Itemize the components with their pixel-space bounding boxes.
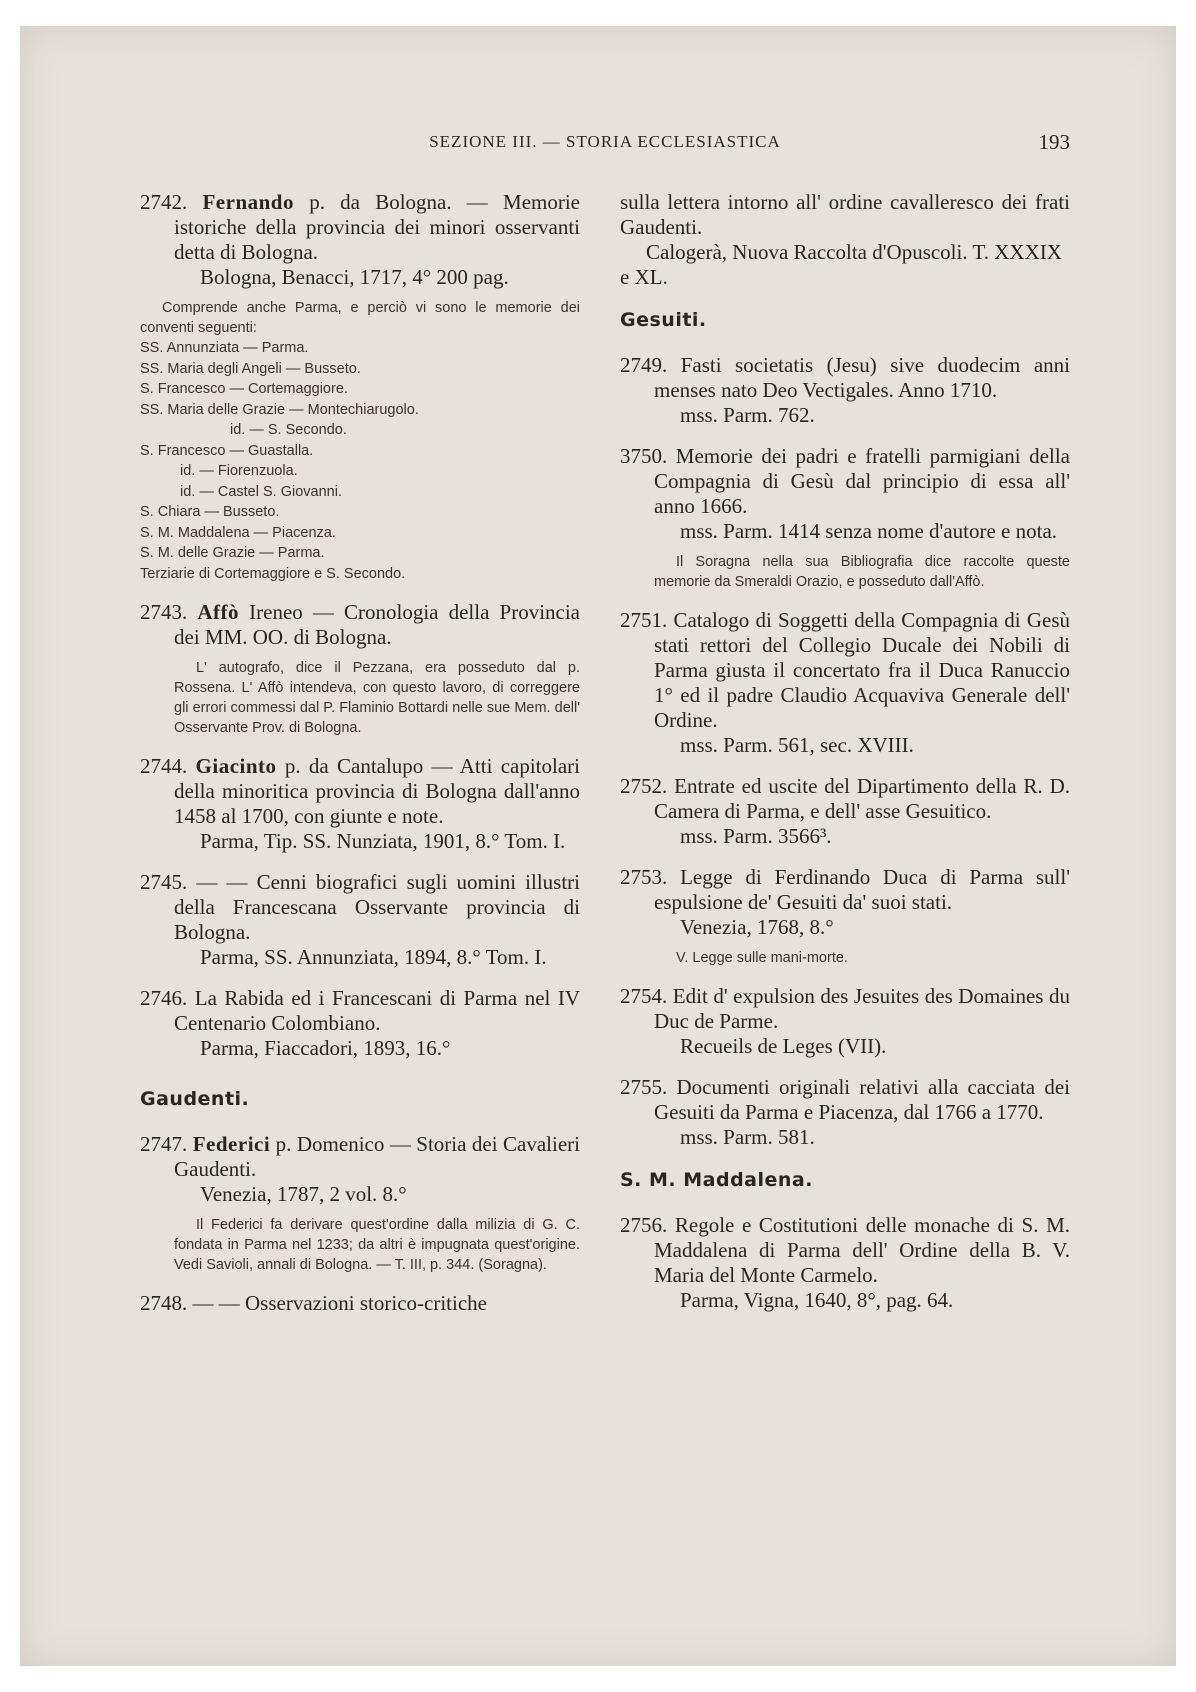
entry-2744 [140, 754, 580, 854]
entry-number: 2749. [620, 353, 668, 377]
entry-2742 [140, 190, 580, 584]
entry-2753 [620, 865, 1070, 968]
entry-imprint: Bologna, Benacci, 1717, 4° 200 pag. [200, 265, 509, 289]
entry-2747 [140, 1132, 580, 1275]
entry-2745 [140, 870, 580, 970]
entry-author: Fernando [202, 190, 294, 214]
entry-2751 [620, 608, 1070, 758]
entry-note: V. Legge sulle mani-morte. [676, 950, 848, 966]
entry-title: Edit d' expulsion des Jesuites des Domaines du Duc de Parme. [654, 984, 1070, 1033]
section-heading-gesuiti: Gesuiti. [620, 309, 707, 331]
entry-2743 [140, 600, 580, 738]
list-item: S. M. Maddalena — Piacenza. [140, 524, 336, 541]
entry-text: sulla lettera intorno all' ordine cavalleresco dei frati Gaudenti. [620, 190, 1070, 239]
page-number: 193 [1038, 130, 1070, 154]
entry-number: 2756. [620, 1213, 668, 1237]
entry-number: 2748. [140, 1291, 188, 1315]
entry-2752 [620, 774, 1070, 849]
entry-number: 2751. [620, 608, 668, 632]
entry-note: Il Soragna nella sua Bibliografia dice raccolte queste memorie da Smeraldi Orazio, e posseduto dall'Affò. [654, 554, 1070, 590]
entry-text [620, 865, 1070, 915]
convent-list [140, 338, 580, 584]
entry-text [620, 774, 1070, 824]
entry-title: Catalogo di Soggetti della Compagnia di Gesù stati rettori del Collegio Ducale dei Nobili di Parma giusta il concertato fra il Duca Ranuccio 1° ed il padre Claudio Acquaviva Generale dell' Ordine. [654, 608, 1070, 732]
entry-number: 2754. [620, 984, 668, 1008]
entry-text [140, 754, 580, 829]
list-item: id. — Fiorenzuola. [180, 463, 298, 479]
entry-imprint: mss. Parm. 561, sec. XVIII. [680, 733, 914, 757]
entry-number: 2744. [140, 754, 188, 778]
entry-imprint: mss. Parm. 762. [680, 403, 815, 427]
entry-text [140, 870, 580, 945]
entry-imprint: mss. Parm. 581. [680, 1125, 815, 1149]
entry-title: Ireneo — Cronologia della Provincia dei MM. OO. di Bologna. [174, 600, 581, 649]
entry-number: 3750. [620, 444, 668, 468]
list-item: S. M. delle Grazie — Parma. [140, 545, 325, 561]
list-item: S. Chiara — Busseto. [140, 504, 280, 520]
list-item: SS. Maria delle Grazie — Montechiarugolo. [140, 401, 419, 418]
entry-imprint: Parma, Tip. SS. Nunziata, 1901, 8.° Tom. I. [200, 829, 566, 853]
section-heading-maddalena: S. M. Maddalena. [620, 1169, 813, 1191]
entry-imprint: Parma, Fiaccadori, 1893, 16.° [200, 1036, 451, 1060]
entry-text [140, 190, 580, 265]
entry-number: 2755. [620, 1075, 668, 1099]
left-column [140, 190, 580, 1332]
entry-text [140, 1132, 580, 1182]
entry-2746 [140, 986, 580, 1061]
entry-title: Entrate ed uscite del Dipartimento della R. D. Camera di Parma, e dell' asse Gesuitico. [654, 774, 1070, 823]
entry-text [620, 608, 1070, 733]
entry-note: Comprende anche Parma, e perciò vi sono le memorie dei conventi seguenti: [140, 300, 580, 336]
entry-3750 [620, 444, 1070, 592]
entry-title: Regole e Costitutioni delle monache di S. M. Maddalena di Parma dell' Ordine della B. V. Maria del Monte Carmelo. [654, 1213, 1070, 1287]
entry-2748 [140, 1291, 580, 1316]
entry-author: Federici [192, 1132, 271, 1156]
list-item: SS. Maria degli Angeli — Busseto. [140, 360, 361, 377]
entry-title: p. da Bologna. — Memorie istoriche della provincia dei minori osservanti detta di Bologna. [174, 190, 580, 264]
list-item: SS. Annunziata — Parma. [140, 340, 309, 356]
entry-title: Legge di Ferdinando Duca di Parma sull' espulsione de' Gesuiti da' suoi stati. [654, 865, 1070, 914]
entry-2755 [620, 1075, 1070, 1150]
entry-2749 [620, 353, 1070, 428]
entry-number: 2746. [140, 986, 188, 1010]
entry-number: 2752. [620, 774, 668, 798]
entry-number: 2743. [140, 600, 188, 624]
entry-number: 2745. [140, 870, 188, 894]
entry-number: 2742. [140, 190, 188, 214]
entry-imprint: Parma, SS. Annunziata, 1894, 8.° Tom. I. [200, 945, 547, 969]
entry-number: 2747. [140, 1132, 188, 1156]
entry-text [620, 984, 1070, 1034]
entry-imprint: Venezia, 1787, 2 vol. 8.° [200, 1182, 407, 1206]
entry-author: Giacinto [195, 754, 277, 778]
entry-title: p. da Cantalupo — Atti capitolari della minoritica provincia di Bologna dall'anno 1458 al 1700, con giunte e note. [174, 754, 580, 828]
entry-imprint: Venezia, 1768, 8.° [680, 915, 834, 939]
entry-title: p. Domenico — Storia dei Cavalieri Gaudenti. [174, 1132, 580, 1181]
entry-imprint: Calogerà, Nuova Raccolta d'Opuscoli. T. XXXIX e XL. [620, 240, 1062, 289]
entry-text [140, 600, 580, 650]
entry-title: La Rabida ed i Francescani di Parma nel IV Centenario Colombiano. [174, 986, 580, 1035]
entry-title: — — Cenni biografici sugli uomini illustri della Francescana Osservante provincia di Bologna. [174, 870, 580, 944]
entry-author: Affò [197, 600, 240, 624]
entry-text [620, 1075, 1070, 1125]
entry-imprint: Parma, Vigna, 1640, 8°, pag. 64. [680, 1288, 954, 1312]
section-heading-gaudenti: Gaudenti. [140, 1088, 250, 1110]
list-item: S. Francesco — Guastalla. [140, 442, 314, 459]
list-item: S. Francesco — Cortemaggiore. [140, 381, 348, 397]
entry-text [620, 444, 1070, 519]
entry-title: Fasti societatis (Jesu) sive duodecim anni menses nato Deo Vectigales. Anno 1710. [654, 353, 1070, 402]
entry-title: Documenti originali relativi alla cacciata dei Gesuiti da Parma e Piacenza, dal 1766 a 1770. [654, 1075, 1070, 1124]
entry-imprint: mss. Parm. 3566³. [680, 824, 832, 848]
entry-imprint: Recueils de Leges (VII). [680, 1034, 887, 1058]
entry-note: L' autografo, dice il Pezzana, era posseduto dal p. Rossena. L' Affò intendeva, con questo lavoro, di correggere gli errori commessi dal P. Flaminio Bottardi nelle sue Mem. dell' Osservante Prov. di Bologna. [174, 660, 580, 736]
entry-text [620, 353, 1070, 403]
entry-text [140, 1291, 580, 1316]
entry-2748-continued [620, 190, 1070, 290]
entry-note: Il Federici fa derivare quest'ordine dalla milizia di G. C. fondata in Parma nel 1233; da altri è impugnata quest'origine. Vedi Savioli, annali di Bologna. — T. III, p. 344. (Soragna). [174, 1217, 580, 1273]
entry-2756 [620, 1213, 1070, 1313]
entry-number: 2753. [620, 865, 668, 889]
entry-text [620, 1213, 1070, 1288]
running-header [140, 130, 1070, 160]
entry-title: — — Osservazioni storico-critiche [187, 1291, 487, 1315]
running-title: SEZIONE III. — STORIA ECCLESIASTICA [429, 132, 781, 151]
entry-text [140, 986, 580, 1036]
right-column [620, 190, 1070, 1329]
list-item: id. — S. Secondo. [230, 422, 347, 438]
entry-2754 [620, 984, 1070, 1059]
list-item: Terziarie di Cortemaggiore e S. Secondo. [140, 565, 406, 582]
list-item: id. — Castel S. Giovanni. [180, 483, 342, 500]
entry-imprint: mss. Parm. 1414 senza nome d'autore e nota. [680, 519, 1058, 543]
entry-title: Memorie dei padri e fratelli parmigiani della Compagnia di Gesù dal principio di essa all' anno 1666. [654, 444, 1070, 518]
